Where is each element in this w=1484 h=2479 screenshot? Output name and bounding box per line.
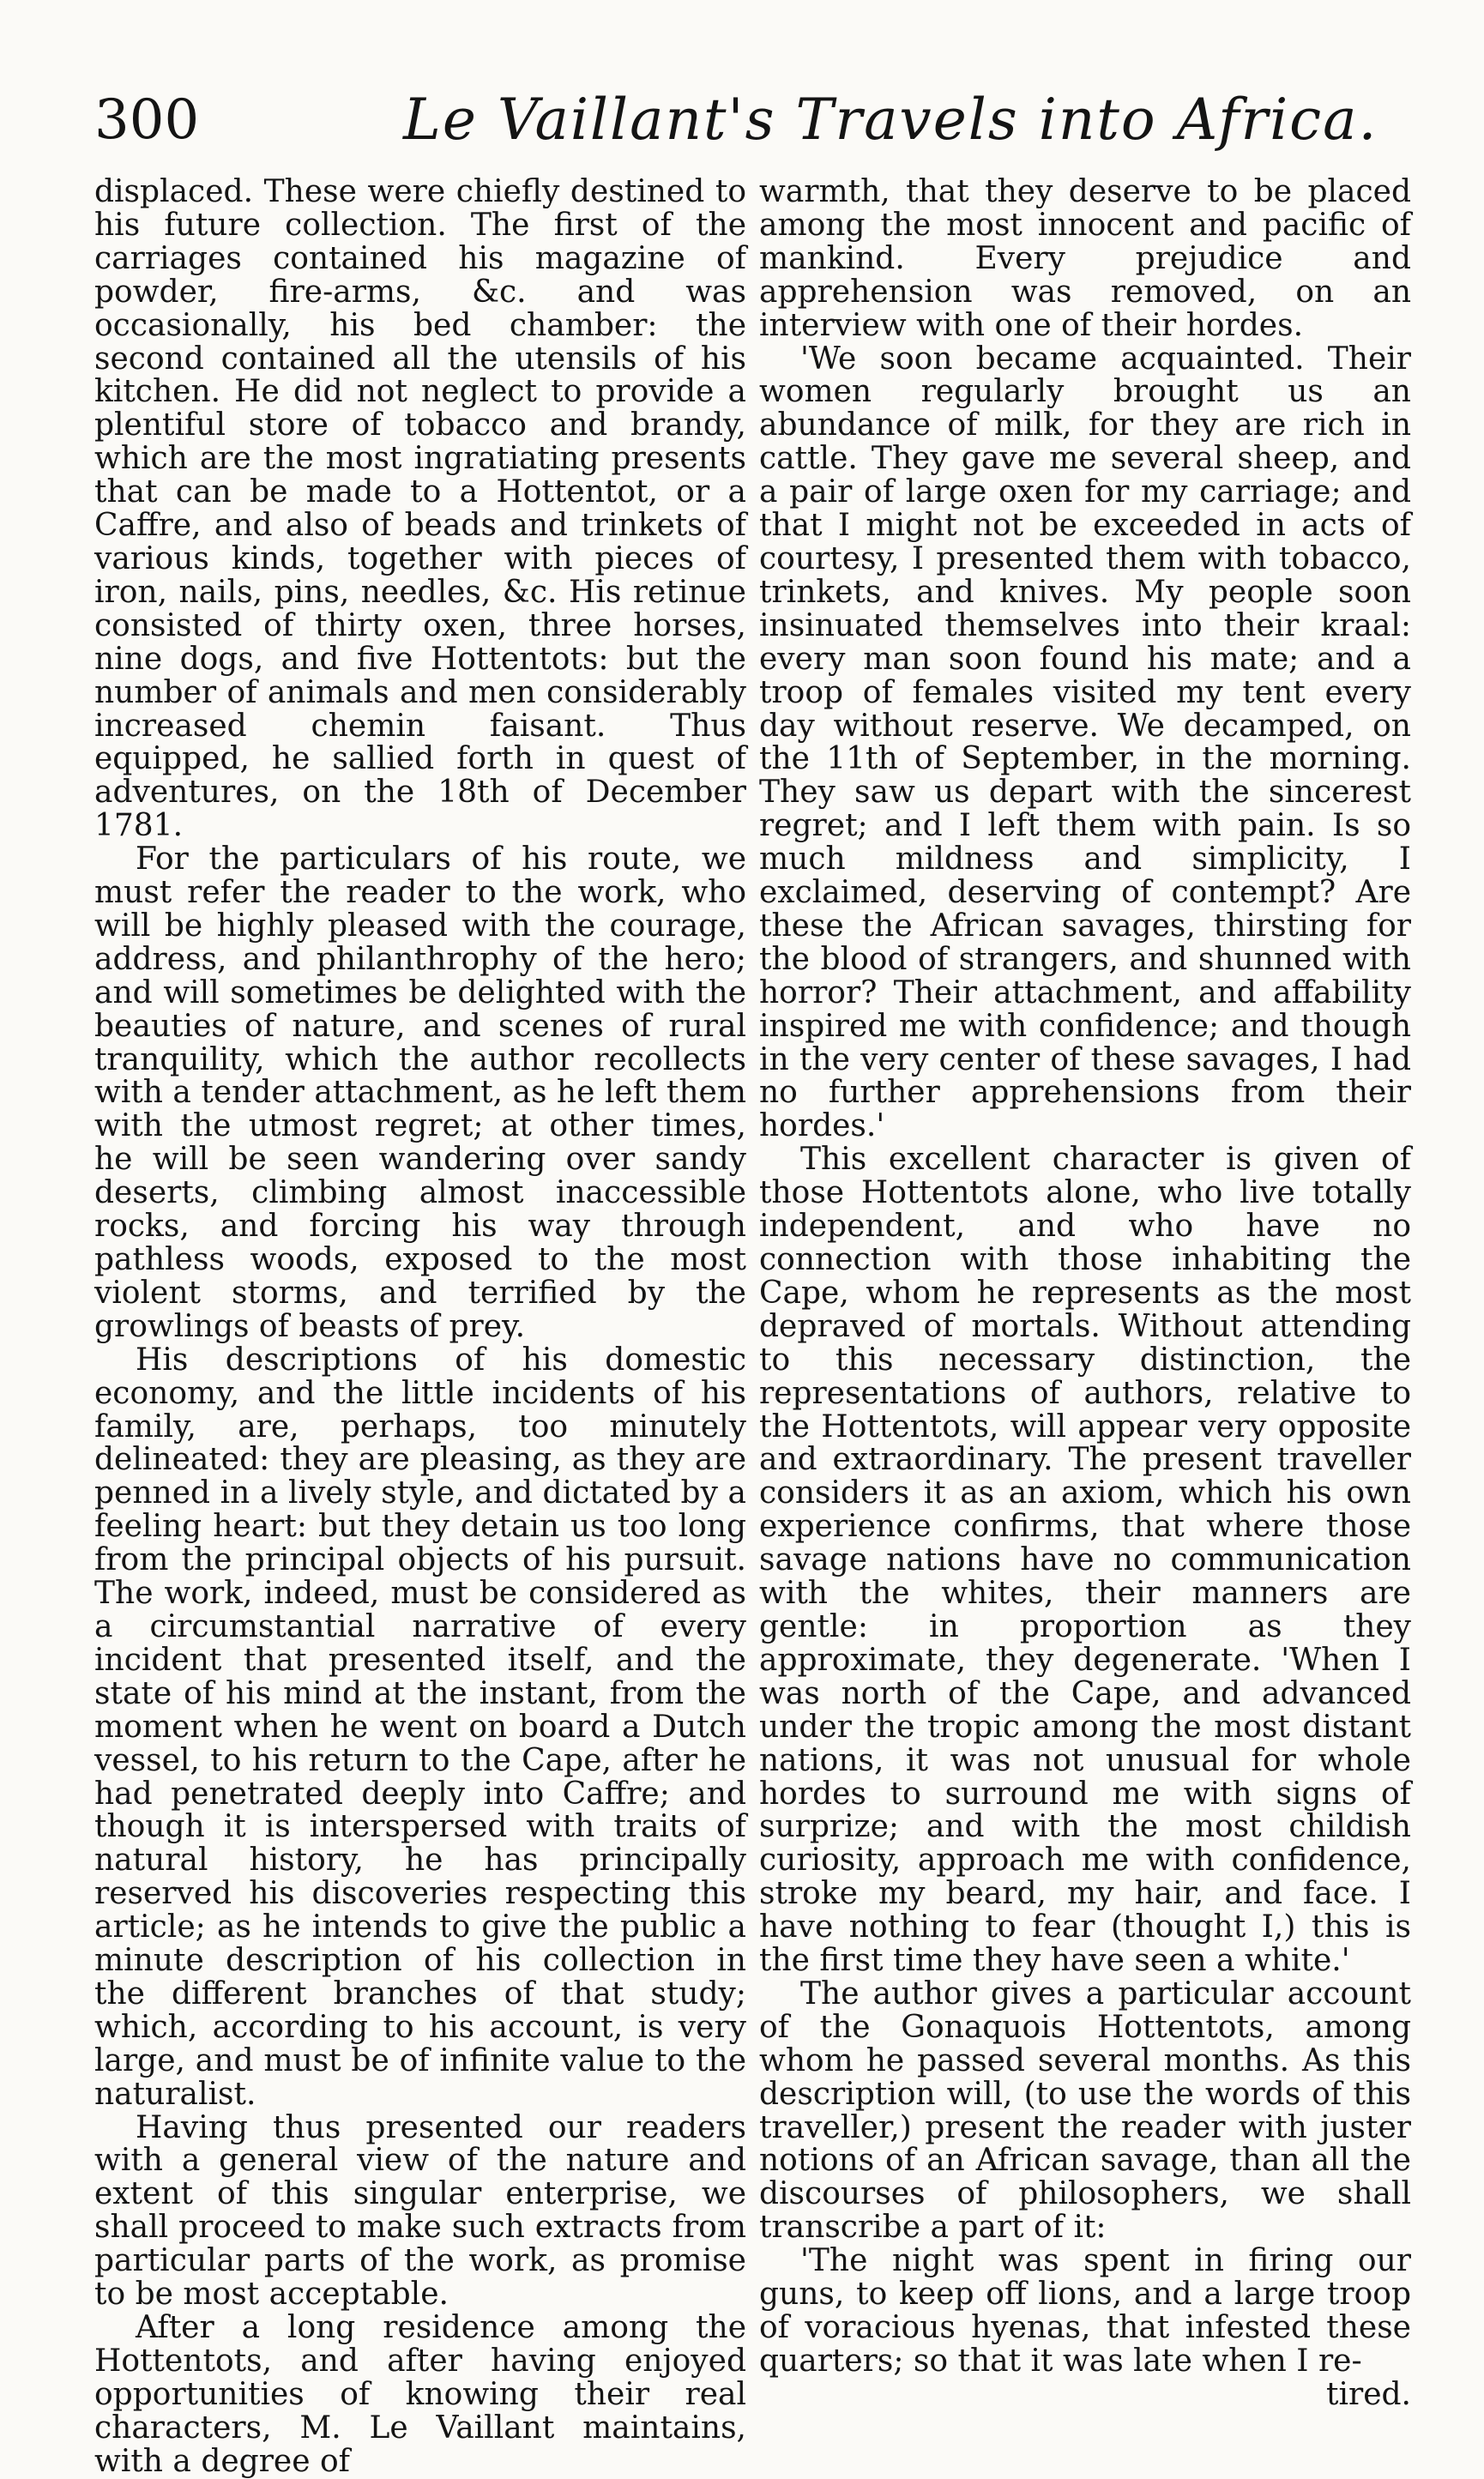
right-column [759, 176, 1411, 2412]
catchword: tired. [1326, 2376, 1411, 2412]
paragraph: Having thus presented our readers with a general view of the nature and extent of this singular enterprise, we shall proceed to make such extracts from particular parts of the work, as promise to be most acceptable. [94, 2109, 746, 2313]
page-header [94, 81, 1381, 176]
paragraph: warmth, that they deserve to be placed among the most innocent and pacific of mankind. Every prejudice and apprehension was removed, on an interview with one of their hordes. [759, 174, 1411, 343]
paragraph: This excellent character is given of those Hottentots alone, who live totally independent, and who have no connection with those inhabiting the Cape, whom he represents as the most depraved of mortals. Without attending to this necessary distinction, the representations of authors, relative to the Hottentots, will appear very opposite and extraordinary. The present traveller considers it as an axiom, which his own experience confirms, that where those savage nations have no communication with the whites, their manners are gentle: in proportion as they approximate, they degenerate. 'When I was north of the Cape, and advanced under the tropic among the most distant nations, it was not unusual for whole hordes to surround me with signs of surprize; and with the most childish curiosity, approach me with confidence, stroke my beard, my hair, and face. I have nothing to fear (thought I,) this is the first time they have seen a white.' [759, 1142, 1411, 1979]
paragraph: The author gives a particular account of the Gonaquois Hottentots, among whom he passed several months. As this description will, (to use the words of this traveller,) present the reader with juster notions of an African savage, than all the discourses of philosophers, we shall transcribe a part of it: [759, 1975, 1411, 2246]
page-number: 300 [94, 88, 200, 152]
paragraph: After a long residence among the Hottentots, and after having enjoyed opportunities of knowing their real characters, M. Le Vaillant maintains, with a degree of [94, 2310, 746, 2479]
paragraph: 'The night was spent in firing our guns, to keep off lions, and a large troop of voracious hyenas, that infested these quarters; so that it was late when I re- [759, 2243, 1411, 2379]
paragraph: For the particulars of his route, we must refer the reader to the work, who will be highly pleased with the courage, address, and philanthrophy of the hero; and will sometimes be delighted with the beauties of nature, and scenes of rural tranquility, which the author recollects with a tender attachment, as he left them with the utmost regret; at other times, he will be seen wandering over sandy deserts, climbing almost inaccessible rocks, and forcing his way through pathless woods, exposed to the most violent storms, and terrified by the growlings of beasts of prey. [94, 841, 746, 1344]
running-title: Le Vaillant's Travels into Africa. [403, 87, 1378, 153]
paragraph: His descriptions of his domestic economy, and the little incidents of his family, are, perhaps, too minutely delineated: they are pleasing, as they are penned in a lively style, and dictated by a feeling heart: but they detain us too long from the principal objects of his pursuit. The work, indeed, must be considered as a circumstantial narrative of every incident that presented itself, and the state of his mind at the instant, from the moment when he went on board a Dutch vessel, to his return to the Cape, after he had penetrated deeply into Caffre; and though it is interspersed with traits of natural history, he has principally reserved his discoveries respecting this article; as he intends to give the public a minute description of his collection in the different branches of that study; which, according to his account, is very large, and must be of infinite value to the naturalist. [94, 1342, 746, 2112]
paragraph: 'We soon became acquainted. Their women regularly brought us an abundance of milk, for they are rich in cattle. They gave me several sheep, and a pair of large oxen for my carriage; and that I might not be exceeded in acts of courtesy, I presented them with tobacco, trinkets, and knives. My people soon insinuated themselves into their kraal: every man soon found his mate; and a troop of females visited my tent every day without reserve. We decamped, on the 11th of September, in the morning. They saw us depart with the sincerest regret; and I left them with pain. Is so much mildness and simplicity, I exclaimed, deserving of contempt? Are these the African savages, thirsting for the blood of strangers, and shunned with horror? Their attachment, and affability inspired me with confidence; and though in the very center of these savages, I had no further apprehensions from their hordes.' [759, 341, 1411, 1144]
left-column [94, 176, 746, 2479]
paragraph: displaced. These were chiefly destined to his future collection. The first of the carriages contained his magazine of powder, fire-arms, &c. and was occasionally, his bed chamber: the second contained all the utensils of his kitchen. He did not neglect to provide a plentiful store of tobacco and brandy, which are the most ingratiating presents that can be made to a Hottentot, or a Caffre, and also of beads and trinkets of various kinds, together with pieces of iron, nails, pins, needles, &c. His retinue consisted of thirty oxen, three horses, nine dogs, and five Hottentots: but the number of animals and men considerably increased chemin faisant. Thus equipped, he sallied forth in quest of adventures, on the 18th of December 1781. [94, 174, 746, 844]
